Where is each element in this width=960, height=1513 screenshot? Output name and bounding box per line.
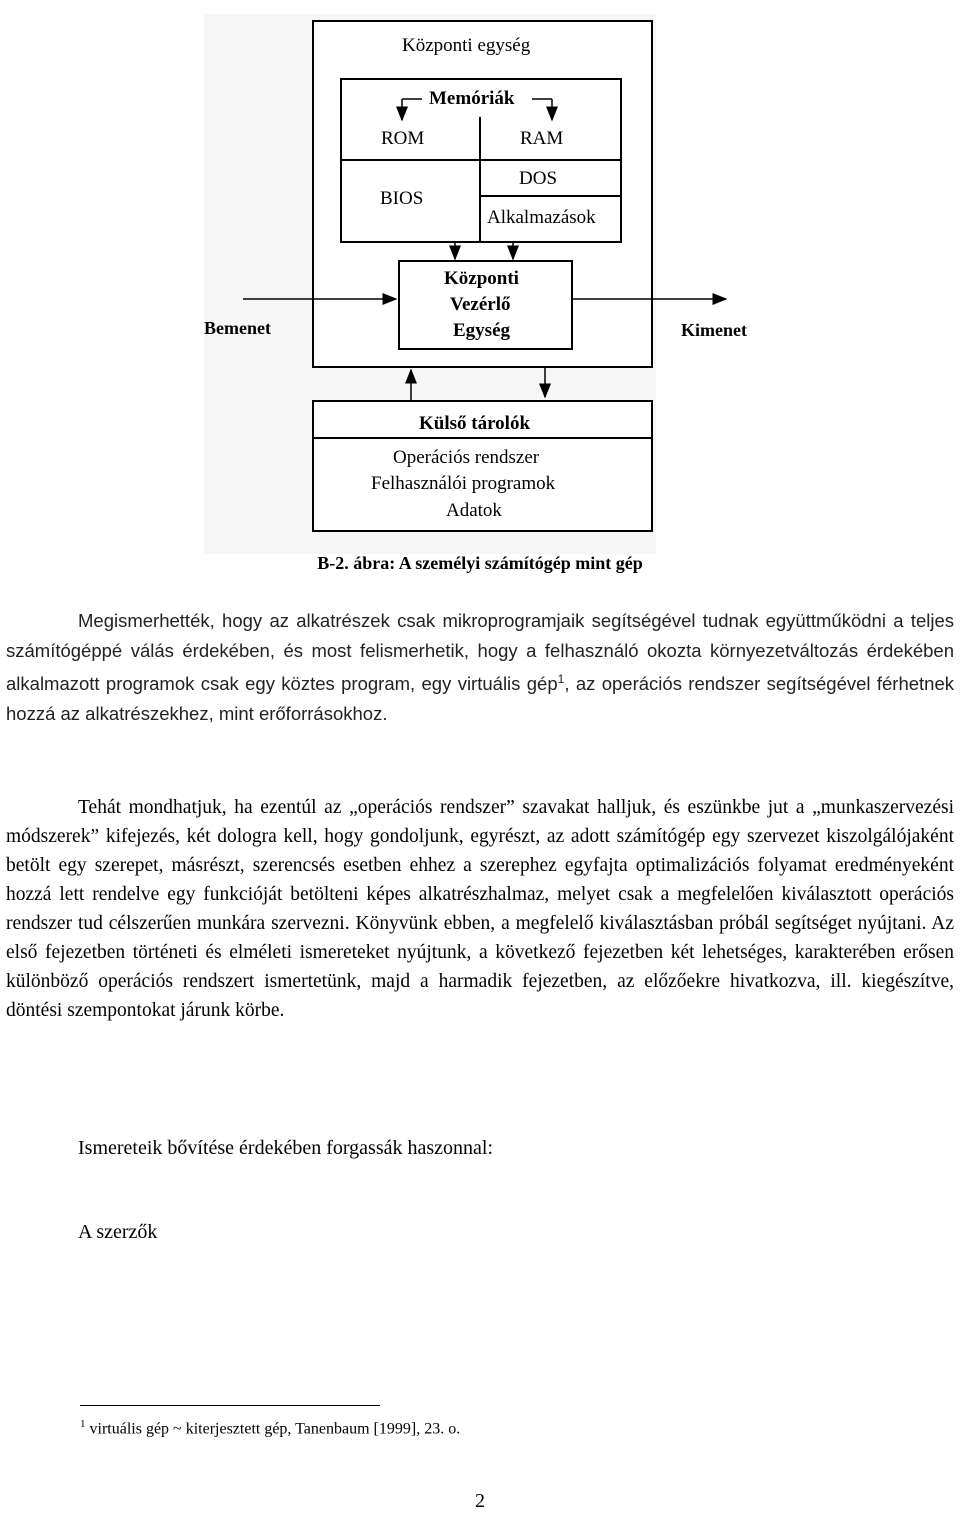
paragraph-2-text: Tehát mondhatjuk, ha ezentúl az „operációs rendszer” szavakat halljuk, és eszünkbe jut a „munkaszervezési módszerek” kifejezés, két dologra kell, hogy gondoljunk, egyrészt, az adott számítógép egy szervezet kiszolgálójaként betölt egy szerepet, másrészt, szerencsés esetben ehhez a szerephez egyfajta optimalizációs folyamat eredményeként hozzá lett rendelve egy funkcióját betölteni képes alkatrészhalmaz, melyet csak a megfelelően kiválasztott operációs rendszer tud célszerűen munkára szervezni. Könyvünk ebben, a megfelelő kiválasztásban próbál segítséget nyújtani. Az első fejezetben történeti és elméleti ismereteket nyújtunk, a következő fejezetben két lehetséges, karakterében erősen különböző operációs rendszert ismertetünk, majd a harmadik fejezetben, az előzőekre hivatkozva, ill. kiegészítve, döntési szempontokat járunk körbe. xyxy=(6,797,954,1021)
external-line-2: Felhasználói programok xyxy=(371,473,556,494)
external-storage-label: Külső tárolók xyxy=(419,413,531,434)
external-line-1: Operációs rendszer xyxy=(393,447,540,468)
page-number: 2 xyxy=(475,1490,485,1512)
ram-label: RAM xyxy=(520,128,564,149)
paragraph-1-text-b: , az operációs rendszer segítségével férhetnek hozzá az alkatrészekhez, mint erőforrásokhoz. xyxy=(6,673,955,724)
rom-label: ROM xyxy=(381,128,425,149)
bios-label: BIOS xyxy=(380,188,424,209)
paragraph-1-text-a: Megismerhették, hogy az alkatrészek csak mikroprogramjaik segítségével tudnak együttműködni a teljes számítógéppé válás érdekében, és most felismerhetik, hogy a felhasználó okozta környezetváltozás érdekében alkalmazott programok csak egy köztes program, egy virtuális gép xyxy=(6,610,954,695)
footnote-ref: 1 xyxy=(557,672,565,686)
closing-line: Ismereteik bővítése érdekében forgassák haszonnal: xyxy=(78,1137,494,1159)
output-label: Kimenet xyxy=(681,320,747,340)
dos-label: DOS xyxy=(519,168,558,189)
computer-diagram xyxy=(0,0,960,560)
cpu-label-1: Központi xyxy=(444,268,519,289)
authors-signature: A szerzők xyxy=(78,1221,158,1243)
footnote-number: 1 xyxy=(80,1418,86,1430)
footnote xyxy=(80,1418,460,1438)
central-unit-label: Központi egység xyxy=(402,35,531,56)
cpu-label-2: Vezérlő xyxy=(450,294,511,315)
footnote-divider xyxy=(80,1405,380,1406)
apps-label: Alkalmazások xyxy=(487,207,596,228)
footnote-text: virtuális gép ~ kiterjesztett gép, Tanenbaum [1999], 23. o. xyxy=(85,1420,461,1438)
paragraph-2 xyxy=(6,793,954,1025)
paragraph-1 xyxy=(6,606,954,728)
figure-caption: B-2. ábra: A személyi számítógép mint gép xyxy=(317,553,643,573)
memories-label: Memóriák xyxy=(429,88,515,109)
external-line-3: Adatok xyxy=(446,500,502,521)
cpu-label-3: Egység xyxy=(453,320,510,341)
input-label: Bemenet xyxy=(204,318,271,338)
